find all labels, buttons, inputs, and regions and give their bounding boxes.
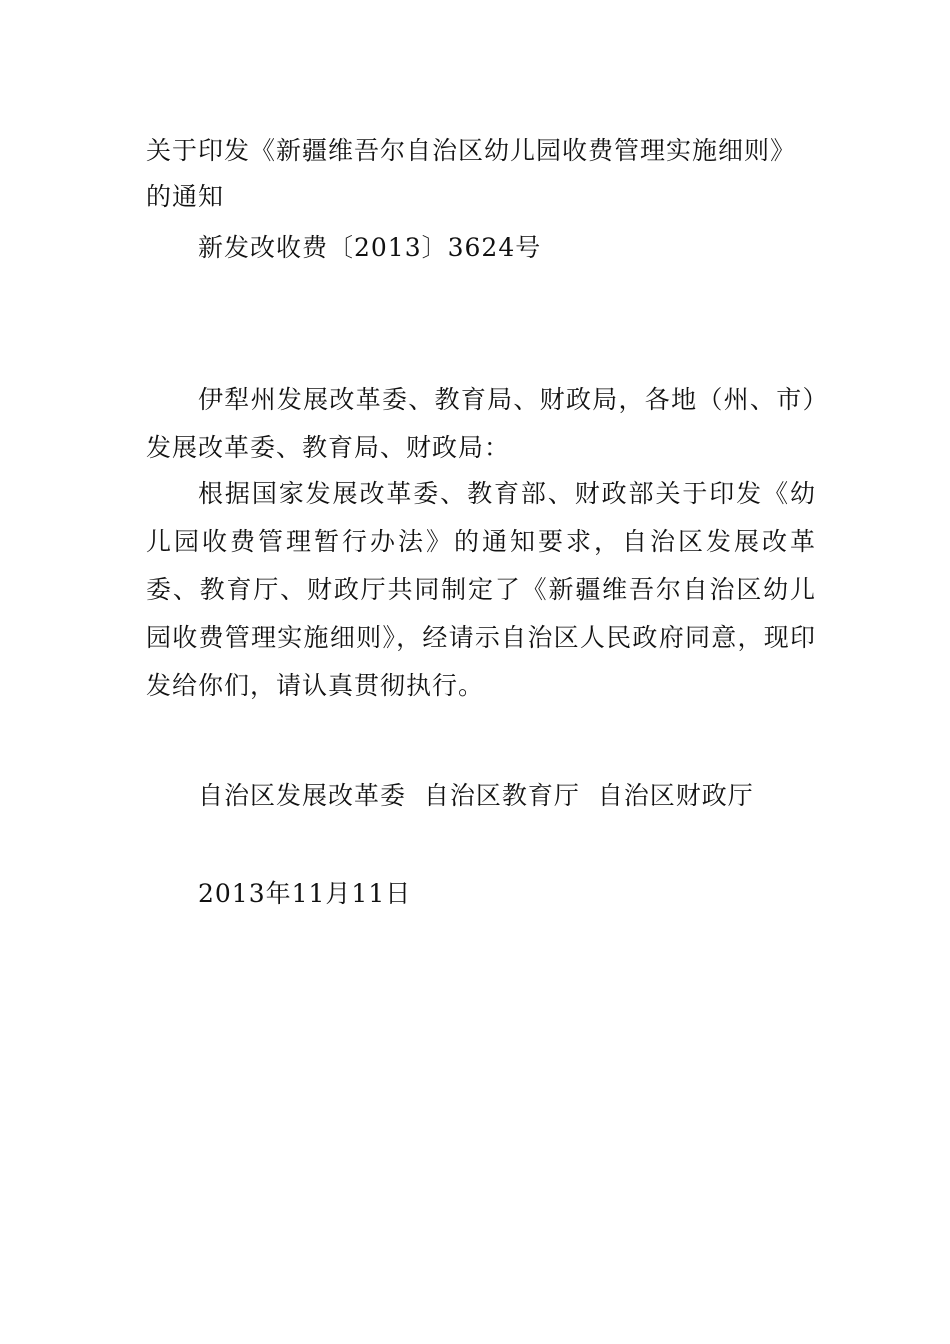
document-title: 关于印发《新疆维吾尔自治区幼儿园收费管理实施细则》的通知 xyxy=(146,136,797,211)
document-number: 新发改收费〔2013〕3624号 xyxy=(198,233,542,262)
issue-date: 2013年11月11日 xyxy=(198,879,412,908)
body-paragraph: 根据国家发展改革委、教育部、财政部关于印发《幼儿园收费管理暂行办法》的通知要求，自治区发展改革委、教育厅、财政厅共同制定了《新疆维吾尔自治区幼儿园收费管理实施细则》，经请示自治区人民政府同意，现印发给你们，请认真贯彻执行。 xyxy=(146,479,816,700)
signing-organizations: 自治区发展改革委 自治区教育厅 自治区财政厅 xyxy=(198,781,754,810)
addressee-paragraph: 伊犁州发展改革委、教育局、财政局，各地（州、市）发展改革委、教育局、财政局： xyxy=(146,385,816,462)
